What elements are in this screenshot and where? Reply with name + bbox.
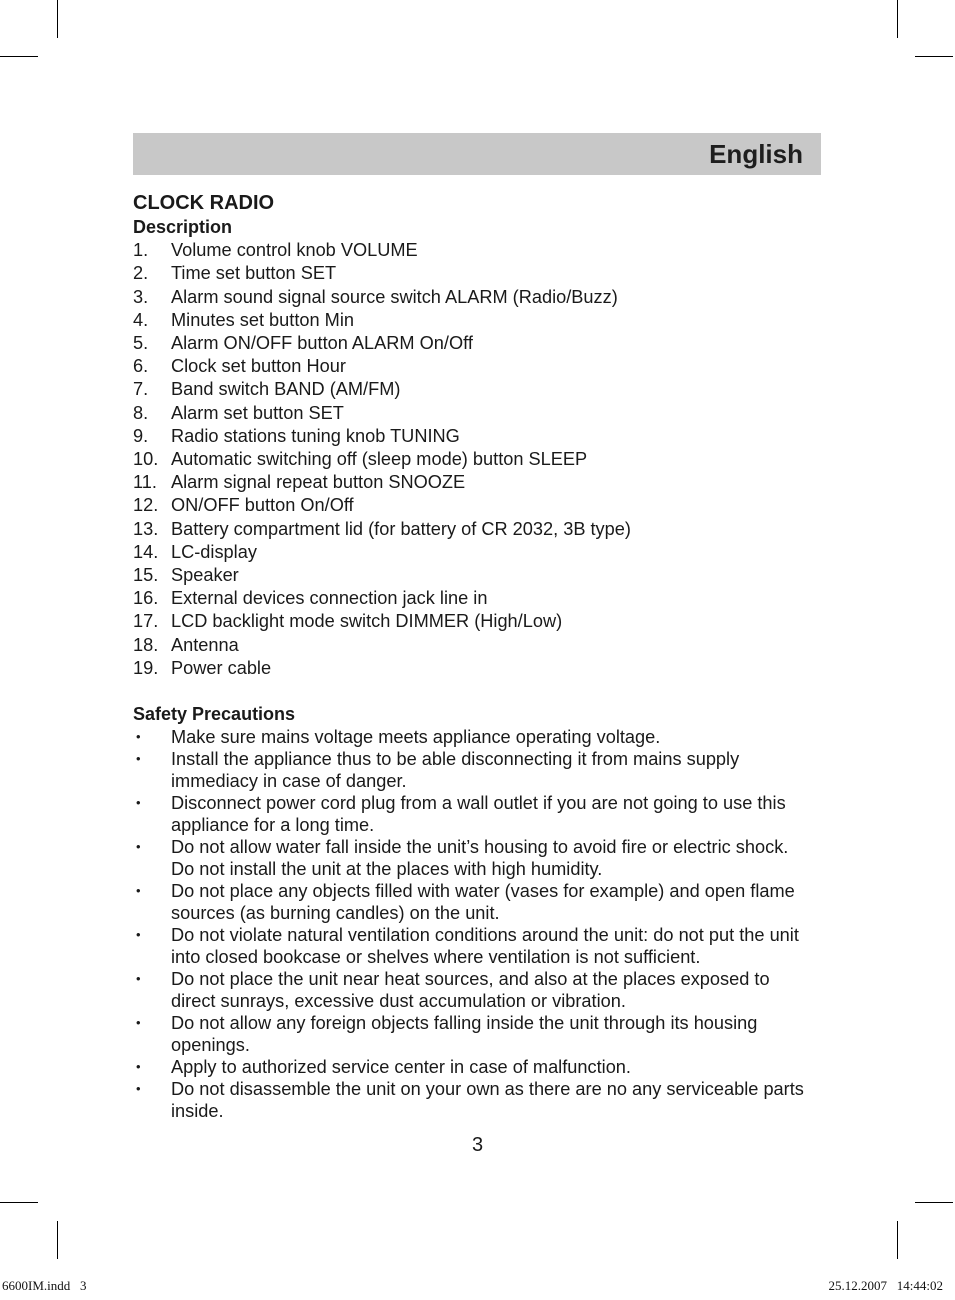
safety-text: Make sure mains voltage meets appliance operating voltage. — [171, 727, 661, 748]
crop-mark — [0, 56, 38, 57]
item-text: Clock set button Hour — [171, 356, 346, 377]
item-number: 15. — [133, 565, 159, 586]
item-text: Speaker — [171, 565, 239, 586]
item-text: Band switch BAND (AM/FM) — [171, 379, 401, 400]
safety-item — [133, 836, 813, 880]
safety-item — [133, 1056, 813, 1078]
language-label: English — [709, 139, 803, 169]
description-item — [133, 587, 813, 610]
item-text: LC-display — [171, 541, 257, 562]
description-item — [133, 448, 813, 471]
safety-text: Do not place the unit near heat sources, and also at the places exposed to direct sunrays, excessive dust accumulation or vibration. — [171, 969, 770, 1012]
item-text: Battery compartment lid (for battery of CR 2032, 3B type) — [171, 518, 631, 539]
description-heading: Description — [133, 217, 233, 237]
item-number: 17. — [133, 611, 159, 632]
item-text: Radio stations tuning knob TUNING — [171, 425, 460, 446]
safety-text: Disconnect power cord plug from a wall outlet if you are not going to use this appliance for a long time. — [171, 793, 786, 836]
description-item — [133, 309, 813, 332]
description-item — [133, 286, 813, 309]
item-number: 13. — [133, 518, 159, 539]
safety-item — [133, 880, 813, 924]
safety-item — [133, 1078, 813, 1122]
safety-text: Do not disassemble the unit on your own as there are no any serviceable parts inside. — [171, 1079, 804, 1122]
description-item — [133, 402, 813, 425]
safety-text: Install the appliance thus to be able disconnecting it from mains supply immediacy in case of danger. — [171, 749, 740, 792]
page-number: 3 — [471, 1134, 484, 1156]
safety-item — [133, 968, 813, 1012]
item-text: LCD backlight mode switch DIMMER (High/Low) — [171, 611, 563, 632]
description-item — [133, 239, 813, 262]
bullet-icon: • — [136, 971, 141, 987]
bullet-icon: • — [136, 927, 141, 943]
item-number: 19. — [133, 657, 159, 678]
item-number: 9. — [133, 425, 149, 446]
description-item — [133, 634, 813, 657]
item-number: 12. — [133, 495, 159, 516]
description-item — [133, 332, 813, 355]
crop-mark — [915, 56, 953, 57]
description-item — [133, 262, 813, 285]
item-number: 16. — [133, 588, 159, 609]
item-text: ON/OFF button On/Off — [171, 495, 354, 516]
item-text: Minutes set button Min — [171, 309, 354, 330]
crop-mark — [0, 1202, 38, 1203]
safety-text: Do not place any objects filled with water (vases for example) and open flame sources (as burning candles) on the unit. — [171, 881, 795, 924]
item-text: Power cable — [171, 657, 272, 678]
safety-item — [133, 792, 813, 836]
file-slug: 6600IM.indd 3 — [2, 1278, 87, 1293]
spacer — [133, 680, 813, 703]
description-item — [133, 541, 813, 564]
description-item — [133, 564, 813, 587]
safety-text: Apply to authorized service center in case of malfunction. — [171, 1057, 631, 1078]
description-item — [133, 610, 813, 633]
description-item — [133, 471, 813, 494]
item-number: 14. — [133, 541, 159, 562]
bullet-icon: • — [136, 795, 141, 811]
bullet-icon: • — [136, 883, 141, 899]
item-text: Alarm signal repeat button SNOOZE — [171, 472, 466, 493]
description-item — [133, 518, 813, 541]
item-number: 5. — [133, 333, 149, 354]
crop-mark — [897, 0, 898, 38]
bullet-icon: • — [136, 1059, 141, 1075]
crop-mark — [57, 1221, 58, 1259]
item-text: Alarm ON/OFF button ALARM On/Off — [171, 333, 473, 354]
safety-text: Do not allow water fall inside the unit’s housing to avoid fire or electric shock. Do not install the unit at the places with high humidity. — [171, 837, 789, 880]
safety-text: Do not violate natural ventilation conditions around the unit: do not put the unit into closed bookcase or shelves where ventilation is not sufficient. — [171, 925, 799, 968]
language-header-bar — [133, 133, 821, 175]
item-text: Time set button SET — [171, 263, 337, 284]
description-list — [133, 239, 813, 680]
item-number: 7. — [133, 379, 149, 400]
safety-heading: Safety Precautions — [133, 704, 296, 725]
safety-item — [133, 726, 813, 748]
item-text: External devices connection jack line in — [171, 588, 488, 609]
bullet-icon: • — [136, 1081, 141, 1097]
item-text: Volume control knob VOLUME — [171, 240, 418, 261]
item-text: Automatic switching off (sleep mode) button SLEEP — [171, 449, 588, 470]
item-number: 4. — [133, 309, 149, 330]
item-number: 8. — [133, 402, 149, 423]
safety-text: Do not allow any foreign objects falling inside the unit through its housing openings. — [171, 1013, 758, 1056]
item-number: 6. — [133, 356, 149, 377]
page-content — [133, 190, 813, 1122]
bullet-icon: • — [136, 751, 141, 767]
bullet-icon: • — [136, 729, 141, 745]
item-number: 2. — [133, 263, 149, 284]
safety-item — [133, 748, 813, 792]
safety-item — [133, 924, 813, 968]
description-item — [133, 355, 813, 378]
safety-list — [133, 726, 813, 1122]
item-number: 1. — [133, 240, 149, 261]
bullet-icon: • — [136, 1015, 141, 1031]
crop-mark — [57, 0, 58, 38]
description-item — [133, 494, 813, 517]
safety-item — [133, 1012, 813, 1056]
item-number: 18. — [133, 634, 159, 655]
item-number: 3. — [133, 286, 149, 307]
item-text: Alarm set button SET — [171, 402, 344, 423]
item-number: 11. — [133, 472, 157, 493]
description-item — [133, 657, 813, 680]
crop-mark — [915, 1202, 953, 1203]
timestamp-slug: 25.12.2007 14:44:02 — [828, 1278, 943, 1293]
description-item — [133, 378, 813, 401]
description-item — [133, 425, 813, 448]
bullet-icon: • — [136, 839, 141, 855]
item-text: Antenna — [171, 634, 239, 655]
item-number: 10. — [133, 449, 159, 470]
crop-mark — [897, 1221, 898, 1259]
document-title: CLOCK RADIO — [133, 192, 275, 214]
item-text: Alarm sound signal source switch ALARM (Radio/Buzz) — [171, 286, 618, 307]
